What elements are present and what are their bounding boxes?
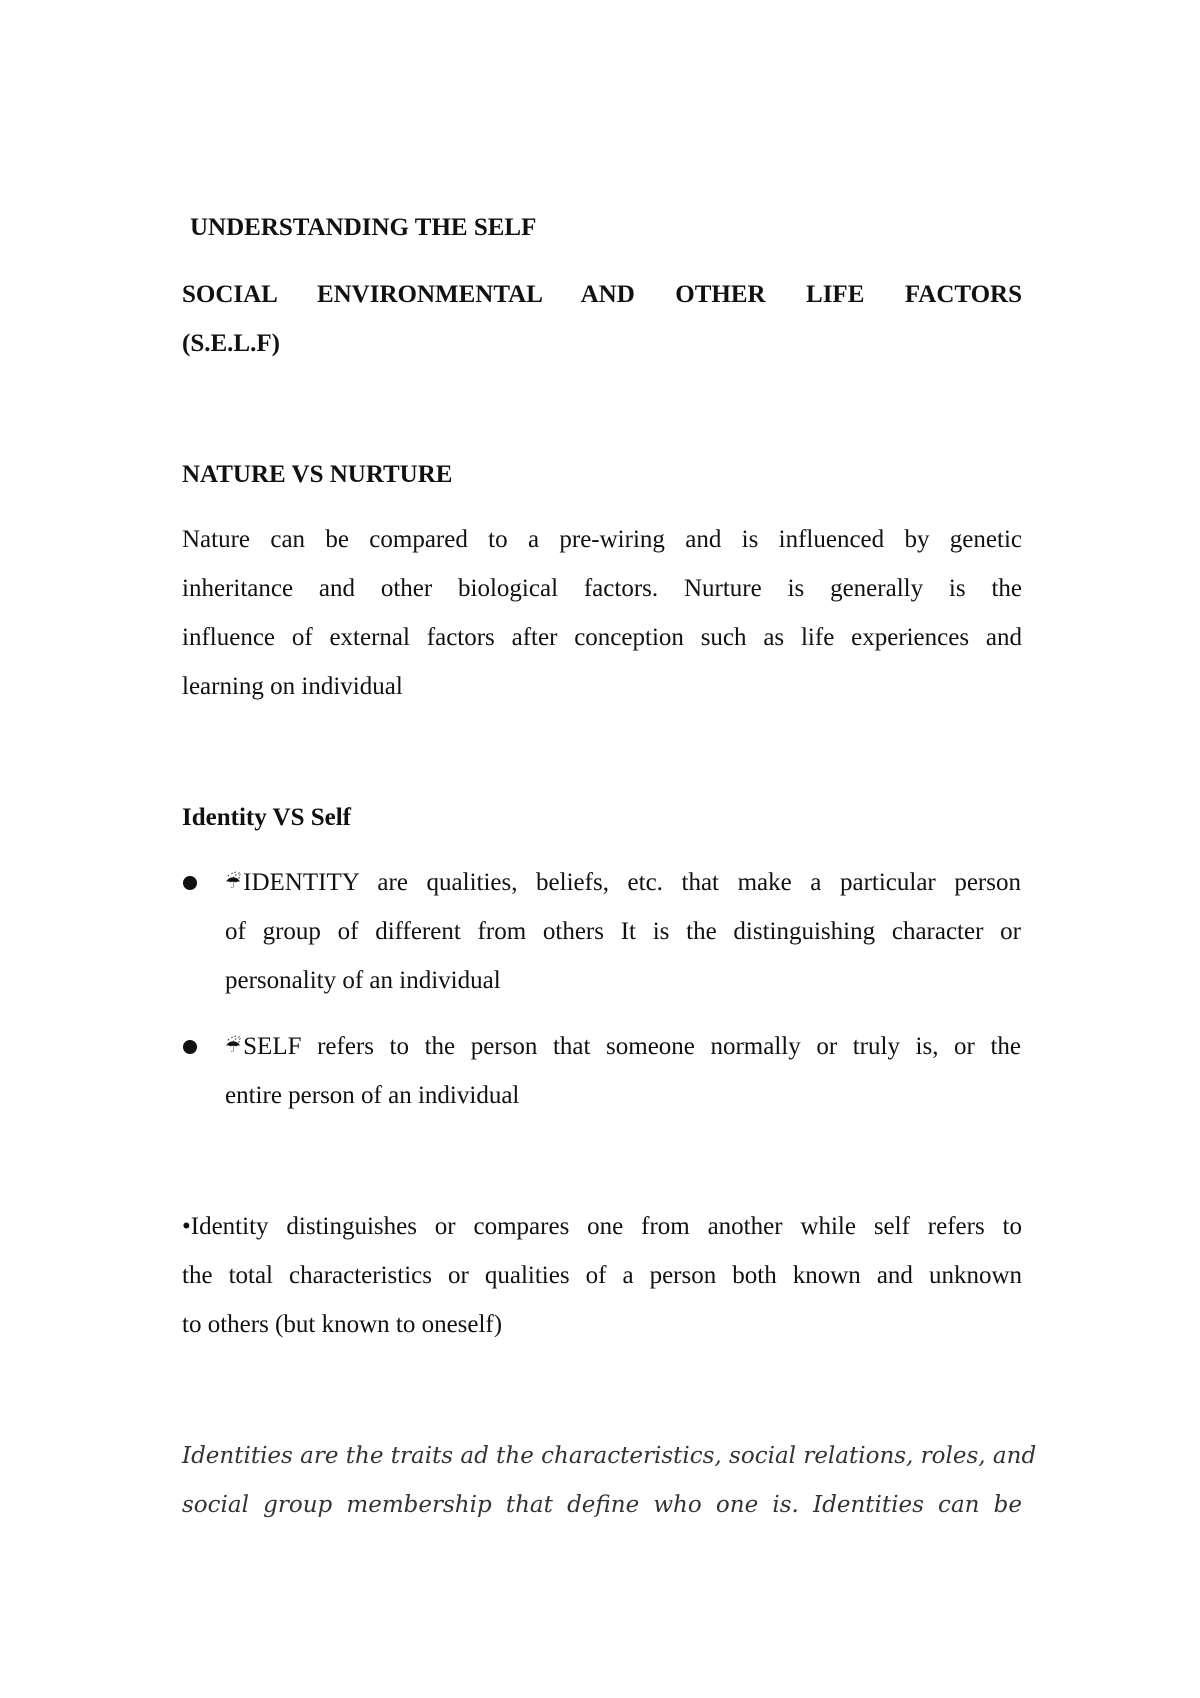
paragraph-line: learning on individual <box>182 673 403 700</box>
paragraph-line: influence of external factors after conception such as life experiences and <box>182 624 1022 651</box>
umbrella-rain-icon: ☔ <box>225 872 242 893</box>
bullet-line: of group of different from others It is the distinguishing character or <box>225 918 1021 945</box>
bullet-line <box>225 868 1021 898</box>
umbrella-rain-icon: ☔ <box>225 1036 242 1057</box>
comparison-line: to others (but known to oneself) <box>182 1311 503 1338</box>
section-heading-identity-self: Identity VS Self <box>182 804 352 831</box>
comparison-line: the total characteristics or qualities of a person both known and unknown <box>182 1262 1022 1289</box>
bullet-dot-icon <box>183 1040 197 1054</box>
comparison-line: •Identity distinguishes or compares one from another while self refers to <box>182 1213 1022 1240</box>
paragraph-line: inheritance and other biological factors. Nurture is generally is the <box>182 575 1022 602</box>
document-title: UNDERSTANDING THE SELF <box>190 214 537 241</box>
subtitle-line-1: SOCIAL ENVIRONMENTAL AND OTHER LIFE FACTORS <box>182 281 1022 308</box>
bullet-line: personality of an individual <box>225 967 501 994</box>
bullet-dot-icon <box>183 876 197 890</box>
bullet-text: IDENTITY are qualities, beliefs, etc. that make a particular person <box>243 869 1021 896</box>
section-heading-nature-nurture: NATURE VS NURTURE <box>182 461 453 488</box>
italic-note-line: social group membership that define who one is. Identities can be <box>182 1492 1022 1518</box>
bullet-text: SELF refers to the person that someone normally or truly is, or the <box>243 1033 1021 1060</box>
bullet-line: entire person of an individual <box>225 1082 520 1109</box>
italic-note-line: Identities are the traits ad the characteristics, social relations, roles, and <box>182 1443 1037 1469</box>
bullet-line <box>225 1032 1021 1062</box>
subtitle-line-2: (S.E.L.F) <box>182 330 280 357</box>
paragraph-line: Nature can be compared to a pre-wiring and is influenced by genetic <box>182 526 1022 553</box>
